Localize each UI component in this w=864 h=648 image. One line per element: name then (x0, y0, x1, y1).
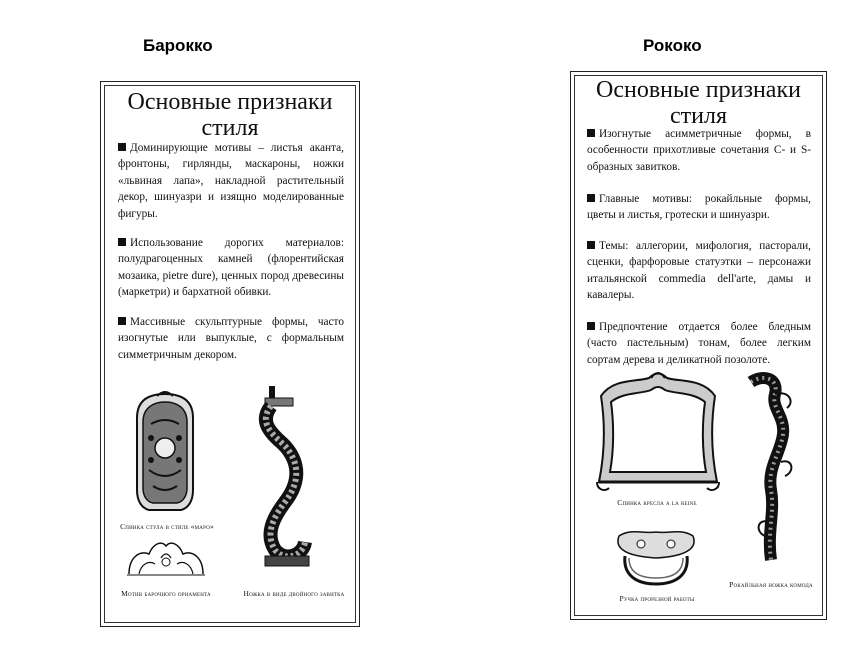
double-scroll-leg-icon (257, 384, 321, 570)
baroque-caption-ornament: Мотив барочного орнамента (121, 589, 211, 598)
bullet-icon (587, 129, 595, 137)
baroque-ornament-icon (125, 538, 207, 578)
pierced-handle-icon (611, 528, 701, 590)
rocaille-leg-icon (745, 372, 801, 568)
baroque-panel (100, 81, 360, 627)
bullet-icon (587, 194, 595, 202)
baroque-caption-chair-back: Спинка стула в стиле «маро» (120, 522, 214, 531)
a-la-reine-chair-back-icon (593, 372, 723, 494)
rococo-point-1: Изогнутые асимметричные формы, в особенности прихотливые сочетания С- и S-образных завитков. (587, 128, 811, 173)
rococo-column-title: Рококо (643, 36, 702, 55)
bullet-icon (118, 238, 126, 246)
baroque-heading-line2: стиля (201, 115, 259, 141)
rococo-point-3: Темы: аллегории, мифология, пасторали, сценки, фарфоровые статуэтки – персонажи итальянской commedia dell'arte, дамы и кавалеры. (587, 240, 811, 302)
rococo-point-2: Главные мотивы: рокайльные формы, цветы и листья, гротески и шинуазри. (587, 193, 811, 222)
rococo-caption-leg: Рокайльная ножка комода (729, 580, 813, 589)
bullet-icon (587, 241, 595, 249)
marot-chair-back-icon (129, 390, 201, 514)
rococo-heading-line2: стиля (670, 103, 727, 129)
baroque-caption-leg: Ножка в виде двойного завитка (243, 589, 345, 598)
baroque-point-1: Доминирующие мотивы – листья аканта, фронтоны, гирлянды, маскароны, ножки «львиная лапа», накладной растительный декор, шинуазри и изящно моделированные фигуры. (118, 142, 344, 220)
bullet-icon (118, 143, 126, 151)
rococo-point-4: Предпочтение отдается более бледным (часто пастельным) тонам, более легким сортам дерева и деликатной позолоте. (587, 321, 811, 366)
rococo-caption-handle: Ручка прорезной работы (619, 594, 695, 603)
rococo-heading-line1: Основные признаки (596, 77, 801, 103)
baroque-heading-line1: Основные признаки (127, 89, 333, 115)
baroque-point-2: Использование дорогих материалов: полудрагоценных камней (флорентийская мозаика, pietre dure), ценных пород древесины (маркетри) и бархатной обивки. (118, 237, 344, 299)
rococo-panel (570, 71, 827, 620)
bullet-icon (587, 322, 595, 330)
baroque-column-title: Барокко (143, 36, 213, 55)
baroque-point-3: Массивные скульптурные формы, часто изогнутые или выпуклые, с формальным симметричным декором. (118, 316, 344, 361)
rococo-caption-chair-back: Спинка кресла a la reine (617, 498, 697, 507)
bullet-icon (118, 317, 126, 325)
